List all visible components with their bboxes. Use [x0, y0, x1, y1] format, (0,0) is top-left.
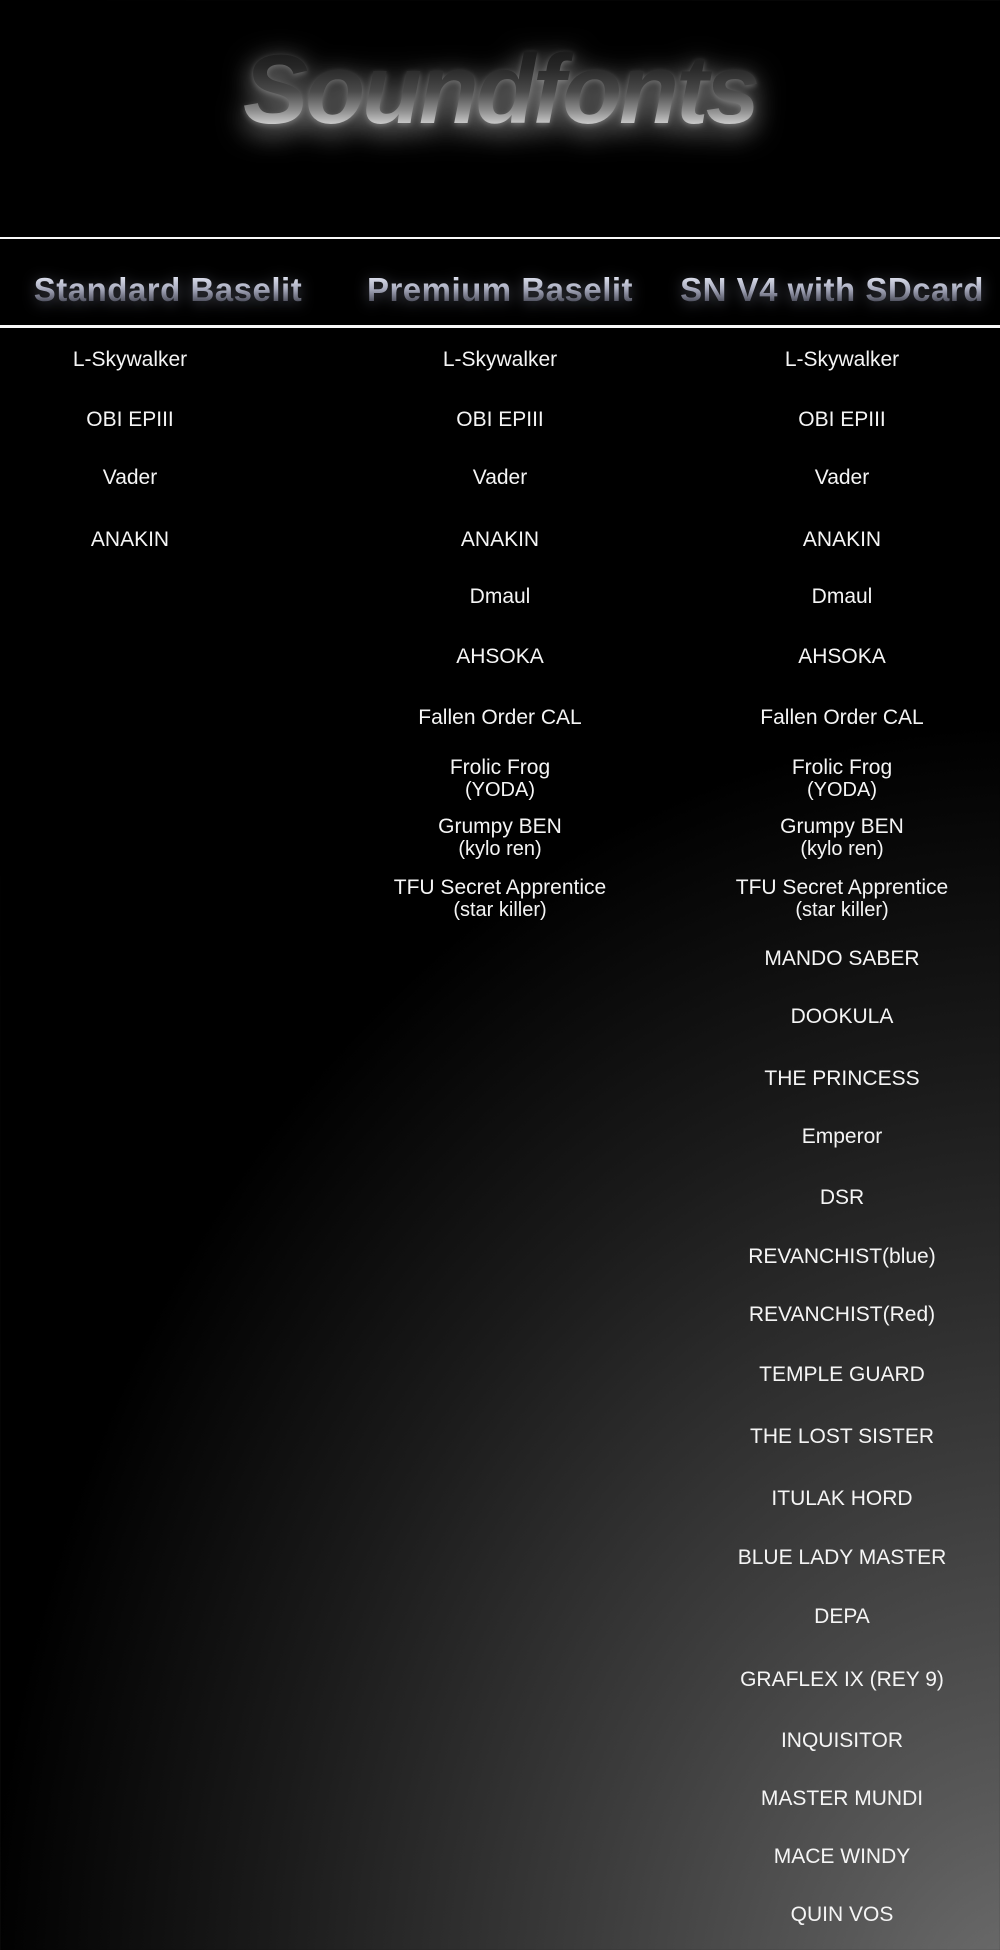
soundfont-item: [672, 525, 1000, 555]
soundfont-item-label: DSR: [819, 1186, 865, 1209]
soundfont-item-label: THE LOST SISTER: [750, 1425, 934, 1448]
soundfont-item-label: TEMPLE GUARD: [759, 1363, 925, 1386]
soundfont-item-label: Dmaul: [469, 585, 531, 608]
soundfont-item-subtitle: (kylo ren): [458, 838, 542, 860]
soundfont-item-label: DOOKULA: [790, 1005, 894, 1028]
soundfont-item: [672, 1665, 1000, 1695]
soundfont-item-label: AHSOKA: [798, 645, 886, 668]
soundfont-item-subtitle: (YODA): [465, 779, 535, 801]
soundfont-item-label: OBI EPIII: [456, 408, 544, 431]
header-premium-baselit: Premium Baselit: [332, 266, 668, 314]
soundfont-item-subtitle: (star killer): [795, 899, 889, 921]
soundfont-item-label: Vader: [814, 466, 870, 489]
soundfont-item: [672, 944, 1000, 974]
soundfont-item-label: TFU Secret Apprentice: [735, 876, 949, 899]
soundfont-item-label: OBI EPIII: [86, 408, 174, 431]
soundfont-item: [672, 1422, 1000, 1452]
soundfont-item-label: QUIN VOS: [790, 1903, 894, 1926]
soundfont-item-subtitle: (YODA): [807, 779, 877, 801]
soundfont-item-label: Fallen Order CAL: [760, 706, 924, 729]
soundfont-item: [672, 1183, 1000, 1213]
soundfont-item: [672, 1484, 1000, 1514]
soundfont-item-label: MACE WINDY: [773, 1845, 911, 1868]
soundfont-item-label: OBI EPIII: [798, 408, 886, 431]
soundfont-item-label: ANAKIN: [460, 528, 540, 551]
soundfont-item-label: Frolic Frog: [449, 756, 551, 779]
soundfont-item-label: TFU Secret Apprentice: [393, 876, 607, 899]
soundfont-item: [672, 756, 1000, 802]
header-sn-v4-sdcard: SN V4 with SDcard: [664, 266, 1000, 314]
soundfont-item: [672, 703, 1000, 733]
soundfont-item: [672, 1360, 1000, 1390]
header-standard-baselit: Standard Baselit: [0, 266, 336, 314]
soundfont-item-subtitle: (kylo ren): [800, 838, 884, 860]
soundfont-item-label: Fallen Order CAL: [418, 706, 582, 729]
soundfont-item-label: ANAKIN: [802, 528, 882, 551]
soundfont-item-label: INQUISITOR: [780, 1729, 904, 1752]
soundfont-item-label: BLUE LADY MASTER: [737, 1546, 947, 1569]
soundfont-item-label: THE PRINCESS: [764, 1067, 920, 1090]
soundfont-item-label: ITULAK HORD: [771, 1487, 913, 1510]
soundfont-item-label: Grumpy BEN: [780, 815, 904, 838]
page-title: Soundfonts: [0, 34, 1000, 144]
soundfont-item-subtitle: (star killer): [453, 899, 547, 921]
soundfont-item-label: ANAKIN: [90, 528, 170, 551]
soundfont-item: [672, 642, 1000, 672]
soundfont-item: [672, 1543, 1000, 1573]
soundfont-item-label: AHSOKA: [456, 645, 544, 668]
soundfont-item: [672, 1122, 1000, 1152]
soundfont-item: [672, 405, 1000, 435]
soundfont-item-label: REVANCHIST(Red): [748, 1303, 936, 1326]
soundfont-item: [672, 1784, 1000, 1814]
soundfont-item: [672, 463, 1000, 493]
soundfont-item: [672, 1900, 1000, 1930]
soundfont-item-label: MANDO SABER: [764, 947, 920, 970]
soundfont-item-label: L-Skywalker: [442, 348, 558, 371]
soundfont-item: [672, 1602, 1000, 1632]
soundfont-item-label: Vader: [472, 466, 528, 489]
soundfont-item: [672, 1002, 1000, 1032]
soundfont-item: [672, 1300, 1000, 1330]
soundfont-item: [672, 876, 1000, 922]
soundfont-item: [672, 1842, 1000, 1872]
soundfont-item-label: Grumpy BEN: [438, 815, 562, 838]
soundfont-item-label: L-Skywalker: [72, 348, 188, 371]
soundfont-item-label: DEPA: [814, 1605, 870, 1628]
soundfont-item: [672, 815, 1000, 861]
soundfont-item: [672, 582, 1000, 612]
soundfont-item-label: Dmaul: [811, 585, 873, 608]
soundfont-item-label: GRAFLEX IX (REY 9): [740, 1668, 944, 1691]
soundfont-item-label: Vader: [102, 466, 158, 489]
soundfont-item-label: MASTER MUNDI: [760, 1787, 924, 1810]
soundfont-item: [672, 1726, 1000, 1756]
soundfont-item: [672, 1064, 1000, 1094]
soundfont-item-label: Emperor: [801, 1125, 883, 1148]
soundfont-item-label: REVANCHIST(blue): [748, 1245, 936, 1268]
soundfont-item-label: Frolic Frog: [791, 756, 893, 779]
soundfont-item-label: L-Skywalker: [784, 348, 900, 371]
soundfont-item: [672, 345, 1000, 375]
soundfont-item: [672, 1242, 1000, 1272]
